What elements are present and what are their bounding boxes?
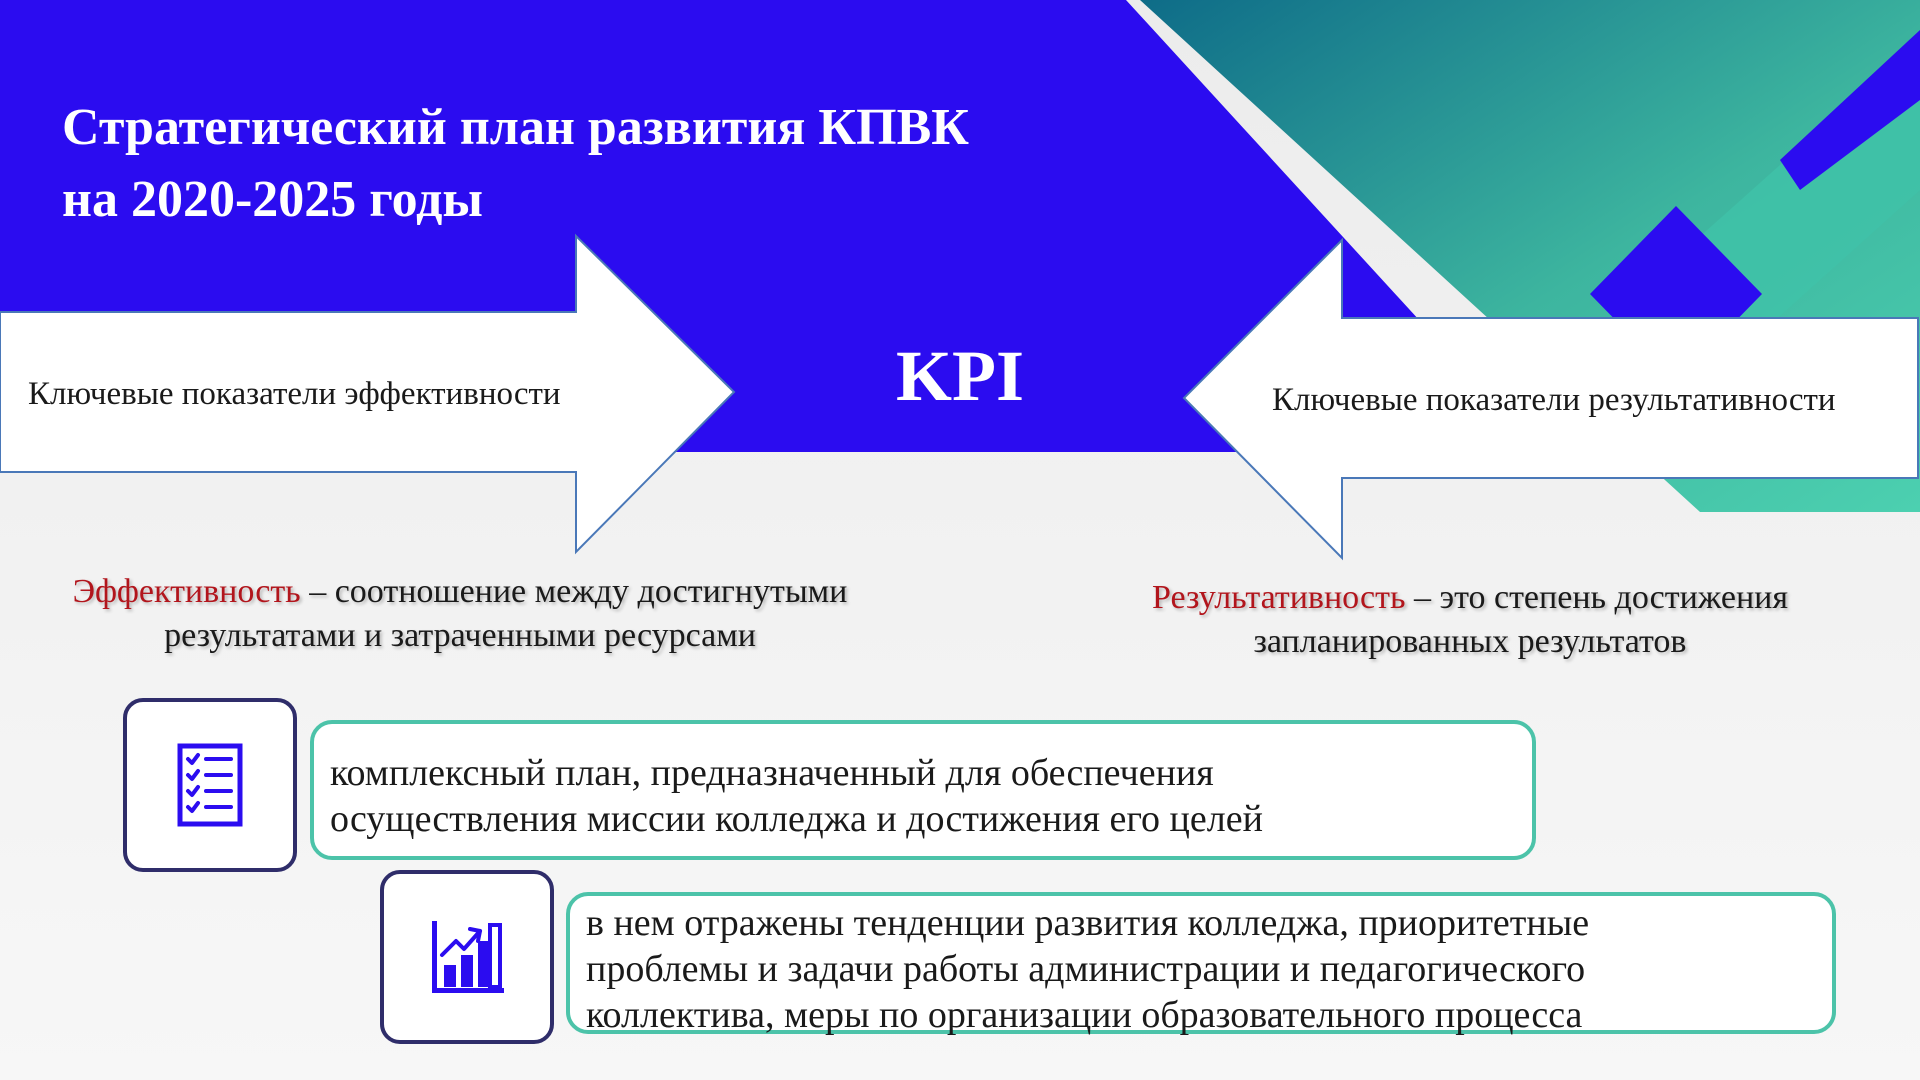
efficiency-term: Эффективность [72,573,301,610]
growth-chart-icon [430,921,504,993]
effectiveness-term: Результативность [1152,579,1406,616]
effectiveness-definition-line-1 [1060,576,1880,620]
efficiency-definition-line-2: результатами и затраченными ресурсами [164,617,756,654]
plan-description-line-2: осуществления миссии колледжа и достижения его целей [330,798,1263,840]
page-title-line-2: на 2020-2025 годы [62,171,484,228]
page-title-line-1: Стратегический план развития КПВК [62,99,969,156]
efficiency-definition-line-1 [20,570,900,614]
efficiency-definition [20,570,900,658]
effectiveness-definition-text: – это степень достижения [1405,579,1788,616]
plan-description-line-1: комплексный план, предназначенный для обеспечения [330,752,1214,794]
plan-content-line-1: в нем отражены тенденции развития колледжа, приоритетные [586,902,1590,944]
plan-content-line-3: коллектива, меры по организации образовательного процесса [586,994,1583,1036]
efficiency-indicators-label: Ключевые показатели эффективности [28,376,561,412]
checklist-icon [177,743,243,827]
page-title [62,92,969,236]
effectiveness-indicators-label: Ключевые показатели результативности [1272,382,1836,418]
plan-description-card [310,720,1536,860]
effectiveness-definition-line-2: запланированных результатов [1253,623,1687,660]
kpi-label: KPI [895,336,1024,416]
plan-content-line-2: проблемы и задачи работы администрации и педагогического [586,948,1586,990]
plan-content-card [566,892,1836,1034]
growth-chart-icon-box [380,870,554,1044]
checklist-icon-box [123,698,297,872]
efficiency-definition-text: – соотношение между достигнутыми [300,573,848,610]
effectiveness-definition [1060,576,1880,664]
